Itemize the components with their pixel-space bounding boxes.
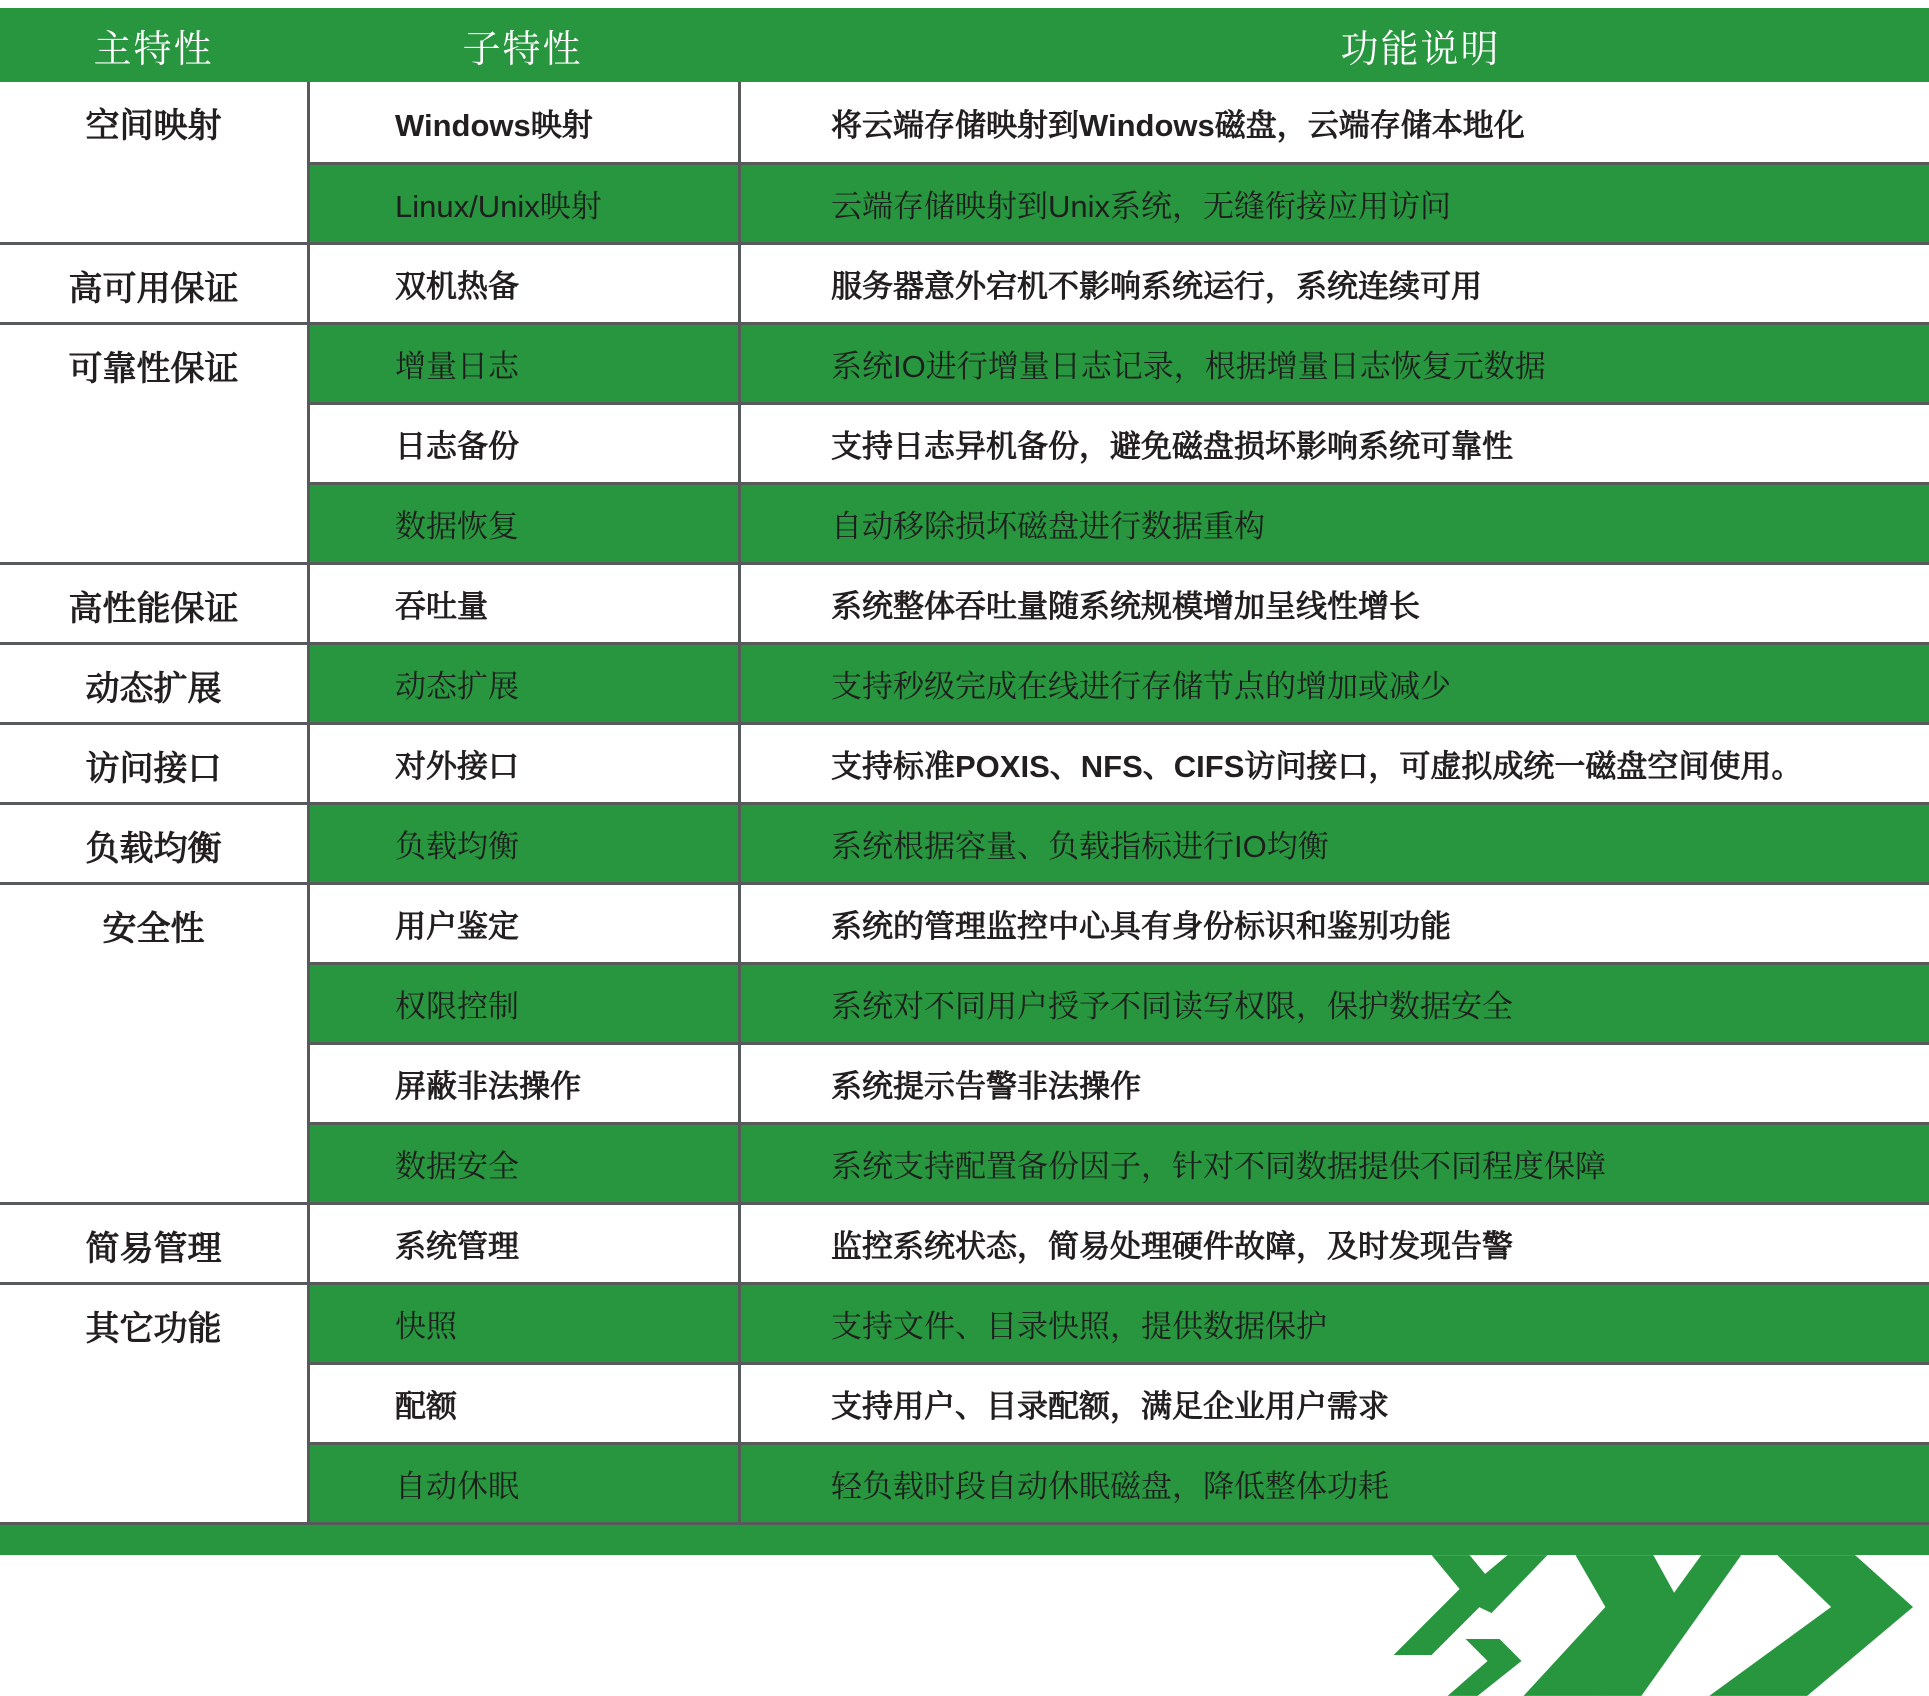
sub-feature-cell: 对外接口: [307, 722, 738, 802]
sub-feature-cell: 双机热备: [307, 242, 738, 322]
description-cell: 轻负载时段自动休眠磁盘，降低整体功耗: [738, 1442, 1929, 1522]
table-body: [0, 82, 1929, 1522]
feature-group: [0, 562, 1929, 642]
main-feature-label: 访问接口: [85, 749, 222, 788]
main-feature-label: 高性能保证: [68, 589, 239, 628]
description-cell: 系统对不同用户授予不同读写权限，保护数据安全: [738, 962, 1929, 1042]
sub-feature-cell: 数据安全: [307, 1122, 738, 1202]
feature-group: [0, 642, 1929, 722]
description-cell: 支持秒级完成在线进行存储节点的增加或减少: [738, 642, 1929, 722]
description-cell: 系统支持配置备份因子，针对不同数据提供不同程度保障: [738, 1122, 1929, 1202]
main-feature-cell: [0, 82, 307, 242]
main-feature-cell: [0, 562, 307, 642]
feature-group: [0, 1282, 1929, 1522]
main-feature-cell: [0, 242, 307, 322]
logo-tiny-chevron: [1448, 1639, 1522, 1696]
main-feature-label: 简易管理: [85, 1229, 222, 1268]
description-cell: 系统根据容量、负载指标进行IO均衡: [738, 802, 1929, 882]
main-feature-cell: [0, 322, 307, 562]
main-feature-cell: [0, 1282, 307, 1522]
sub-feature-cell: 吞吐量: [307, 562, 738, 642]
feature-group: [0, 802, 1929, 882]
sub-feature-cell: 负载均衡: [307, 802, 738, 882]
feature-group: [0, 722, 1929, 802]
header-sub-feature: 子特性: [462, 28, 583, 71]
fast-forward-arrows-logo: [1130, 1555, 1929, 1696]
main-feature-label: 安全性: [102, 909, 205, 948]
description-cell: 系统整体吞吐量随系统规模增加呈线性增长: [738, 562, 1929, 642]
sub-feature-cell: 屏蔽非法操作: [307, 1042, 738, 1122]
feature-group: [0, 82, 1929, 242]
main-feature-cell: [0, 642, 307, 722]
header-main-feature: 主特性: [93, 28, 214, 71]
feature-group: [0, 242, 1929, 322]
main-feature-cell: [0, 882, 307, 1202]
description-cell: 自动移除损坏磁盘进行数据重构: [738, 482, 1929, 562]
description-cell: 系统提示告警非法操作: [738, 1042, 1929, 1122]
feature-group: [0, 322, 1929, 562]
sub-feature-cell: 快照: [307, 1282, 738, 1362]
header-function-desc: [738, 8, 1929, 82]
sub-feature-cell: 数据恢复: [307, 482, 738, 562]
description-cell: 监控系统状态，简易处理硬件故障，及时发现告警: [738, 1202, 1929, 1282]
feature-group: [0, 1202, 1929, 1282]
description-cell: 将云端存储映射到Windows磁盘，云端存储本地化: [738, 82, 1929, 162]
sub-feature-cell: 用户鉴定: [307, 882, 738, 962]
sub-feature-cell: 动态扩展: [307, 642, 738, 722]
description-cell: 支持标准POXIS、NFS、CIFS访问接口，可虚拟成统一磁盘空间使用。: [738, 722, 1929, 802]
main-feature-label: 空间映射: [85, 106, 222, 145]
description-cell: 云端存储映射到Unix系统，无缝衔接应用访问: [738, 162, 1929, 242]
feature-group: [0, 882, 1929, 1202]
main-feature-label: 其它功能: [85, 1309, 222, 1348]
logo-big-arrow: [1709, 1555, 1913, 1696]
sub-feature-cell: 权限控制: [307, 962, 738, 1042]
sub-feature-cell: 自动休眠: [307, 1442, 738, 1522]
main-feature-label: 高可用保证: [68, 269, 239, 308]
sub-feature-cell: 日志备份: [307, 402, 738, 482]
description-cell: 支持日志异机备份，避免磁盘损坏影响系统可靠性: [738, 402, 1929, 482]
sub-feature-cell: 配额: [307, 1362, 738, 1442]
main-feature-label: 动态扩展: [85, 669, 222, 708]
main-feature-cell: [0, 802, 307, 882]
main-feature-label: 负载均衡: [85, 829, 222, 868]
sub-feature-cell: Windows映射: [307, 82, 738, 162]
description-cell: 支持文件、目录快照，提供数据保护: [738, 1282, 1929, 1362]
table-header-row: [0, 8, 1929, 82]
main-feature-cell: [0, 722, 307, 802]
sub-feature-cell: 系统管理: [307, 1202, 738, 1282]
description-cell: 系统IO进行增量日志记录，根据增量日志恢复元数据: [738, 322, 1929, 402]
main-feature-label: 可靠性保证: [68, 349, 239, 388]
sub-feature-cell: 增量日志: [307, 322, 738, 402]
description-cell: 系统的管理监控中心具有身份标识和鉴别功能: [738, 882, 1929, 962]
header-function-desc-label: 功能说明: [1340, 28, 1501, 71]
footer-green-bar: [0, 1522, 1929, 1555]
description-cell: 服务器意外宕机不影响系统运行，系统连续可用: [738, 242, 1929, 322]
main-feature-cell: [0, 1202, 307, 1282]
description-cell: 支持用户、目录配额，满足企业用户需求: [738, 1362, 1929, 1442]
sub-feature-cell: Linux/Unix映射: [307, 162, 738, 242]
